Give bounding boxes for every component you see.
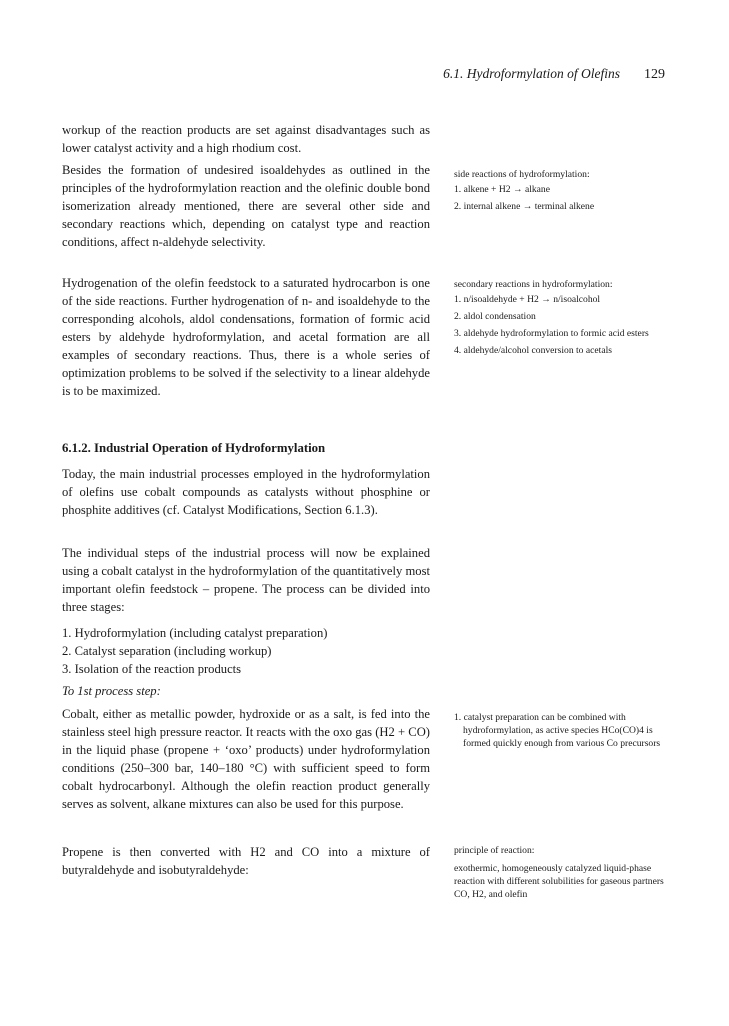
- margin-note-title: principle of reaction:: [454, 845, 535, 856]
- list-item: 3. Isolation of the reaction products: [62, 662, 242, 676]
- margin-note-side-reactions: [454, 168, 666, 217]
- process-steps: [62, 624, 430, 678]
- list-item: 1. n/isoaldehyde + H2 → n/isoalcohol: [454, 294, 601, 305]
- paragraph-3: Hydrogenation of the olefin feedstock to a saturated hydrocarbon is one of the side reactions. Further hydrogenation of n- and isoaldehyde to the corresponding alcohols, aldol condensations, formation of formic acid esters by aldehyde hydroformylation, and acetal formation are all examples of secondary reactions. Thus, there is a whole series of optimization problems to be solved if the selectivity to a linear aldehyde is to be maximized.: [62, 276, 430, 398]
- margin-note-title: secondary reactions in hydroformylation:: [454, 279, 613, 290]
- list-item: 2. aldol condensation: [454, 311, 536, 322]
- margin-note-principle: principle of reaction: exothermic, homogeneously catalyzed liquid-phase reaction with different solubilities for gaseous partners CO, H2, and olefin: [454, 844, 666, 901]
- list-item: 2. Catalyst separation (including workup): [62, 644, 272, 658]
- running-header: [443, 66, 665, 83]
- page-number: 129: [644, 67, 665, 82]
- paragraph-1: workup of the reaction products are set against disadvantages such as lower catalyst activity and a high rhodium cost.: [62, 123, 430, 155]
- margin-note-title: side reactions of hydroformylation:: [454, 169, 590, 180]
- running-title: 6.1. Hydroformylation of Olefins: [443, 66, 620, 81]
- list-item: 1. Hydroformylation (including catalyst preparation): [62, 626, 328, 640]
- paragraph-6: Cobalt, either as metallic powder, hydroxide or as a salt, is fed into the stainless steel high pressure reactor. It reacts with the oxo gas (H2 + CO) in the liquid phase (propene + ‘oxo’ products) under hydroformylation conditions (250–300 bar, 140–180 °C) with sufficient speed to form cobalt hydrocarbonyl. Although the olefin reaction product generally serves as solvent, alkane mixtures can also be used for this purpose.: [62, 707, 430, 811]
- paragraph-7: Propene is then converted with H2 and CO into a mixture of butyraldehyde and isobutyraldehyde:: [62, 845, 430, 877]
- list-item: 2. internal alkene → terminal alkene: [454, 201, 595, 212]
- step-label: To 1st process step:: [62, 684, 161, 698]
- list-item: 3. aldehyde hydroformylation to formic acid esters: [454, 328, 649, 339]
- margin-note-catalyst: 1. catalyst preparation can be combined with hydroformylation, as active species HCo(CO)4 is formed quickly enough from various Co precursors: [454, 712, 661, 749]
- list-item: 1. alkene + H2 → alkane: [454, 184, 550, 195]
- paragraph-5: The individual steps of the industrial process will now be explained using a cobalt catalyst in the hydroformylation of the quantitatively most important olefin feedstock – propene. The process can be divided into three stages:: [62, 546, 430, 614]
- margin-note-secondary-reactions: [454, 278, 666, 361]
- list-item: 4. aldehyde/alcohol conversion to acetals: [454, 345, 612, 356]
- paragraph-4: Today, the main industrial processes employed in the hydroformylation of olefins use cobalt compounds as catalysts without phosphine or phosphite additives (cf. Catalyst Modifications, Section 6.1.3).: [62, 467, 430, 517]
- paragraph-2: Besides the formation of undesired isoaldehydes as outlined in the principles of the hydroformylation reaction and the olefinic double bond isomerization already mentioned, there are several other side and secondary reactions which, depending on catalyst type and reaction conditions, affect n-aldehyde selectivity.: [62, 163, 430, 249]
- section-heading: 6.1.2. Industrial Operation of Hydroformylation: [62, 441, 326, 455]
